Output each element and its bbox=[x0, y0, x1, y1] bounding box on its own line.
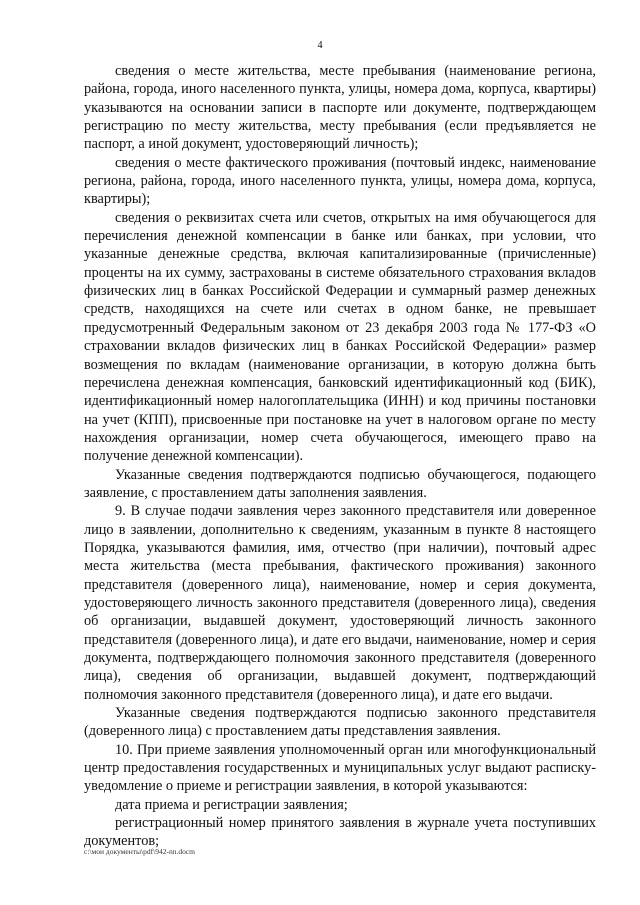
paragraph-clause-10: 10. При приеме заявления уполномоченный орган или многофункциональный центр предоставления государственных и муниципальных услуг выдают расписку-уведомление о приеме и регистрации заявления, в которой указываются: bbox=[84, 741, 596, 795]
paragraph-registration-number: регистрационный номер принятого заявления в журнале учета поступивших документов; bbox=[84, 815, 596, 850]
page-number: 4 bbox=[317, 40, 323, 51]
paragraph-bank-account-details: сведения о реквизитах счета или счетов, открытых на имя обучающегося для перечисления денежной компенсации в банке или банках, при условии, что указанные денежные средства, включая капитализированные (причисленные) проценты на их сумму, застрахованы в системе обязательного страхования вкладов физических лиц в банках Российской Федерации и суммарный размер денежных средств, находящихся на счете или счетах в одном банке, не превышает предусмотренный Федеральным законом от 23 декабря 2003 года № 177-ФЗ «О страховании вкладов физических лиц в банках Российской Федерации» размер возмещения по вкладам (наименование организации, в которую должна быть перечислена денежная компенсация, банковский идентификационный код (БИК), идентификационный номер налогоплательщика (ИНН) и код причины постановки на учет (КПП), присвоенные при постановке на учет в налоговом органе по месту нахождения организации, номер счета обучающегося, имеющего право на получение денежной компенсации). bbox=[84, 209, 596, 465]
paragraph-residence-info: сведения о месте жительства, месте пребывания (наименование региона, района, города, иного населенного пункта, улицы, номера дома, корпуса, квартиры) указываются на основании записи в паспорте или документе, подтверждающем регистрацию по месту жительства, месту пребывания (если предъявляется не паспорт, а иной документ, удостоверяющий личность); bbox=[84, 63, 596, 153]
paragraph-student-signature: Указанные сведения подтверждаются подписью обучающегося, подающего заявление, с проставлением даты заполнения заявления. bbox=[84, 466, 596, 501]
document-body bbox=[84, 62, 596, 851]
paragraph-receipt-date: дата приема и регистрации заявления; bbox=[115, 796, 348, 813]
paragraph-clause-9: 9. В случае подачи заявления через законного представителя или доверенное лицо в заявлении, дополнительно к сведениям, указанным в пункте 8 настоящего Порядка, указываются фамилия, имя, отчество (при наличии), почтовый адрес места жительства (места пребывания, фактического проживания) законного представителя (доверенного лица), наименование, номер и серия документа, удостоверяющего личность законного представителя (доверенного лица), сведения об организации, выдавшей документ, удостоверяющий личность законного представителя (доверенного лица), и дате его выдачи, наименование, номер и серия документа, подтверждающего полномочия законного представителя (доверенного лица), сведения об организации, выдавшей документ, подтверждающий полномочия законного представителя (доверенного лица), и дате его выдачи. bbox=[84, 503, 596, 703]
paragraph-actual-residence: сведения о месте фактического проживания (почтовый индекс, наименование региона, района, города, иного населенного пункта, улицы, номера дома, корпуса, квартиры); bbox=[84, 154, 596, 208]
footer-file-path: c:\мои документы\pdf\942-nn.docm bbox=[84, 847, 195, 856]
paragraph-representative-signature: Указанные сведения подтверждаются подписью законного представителя (доверенного лица) с проставлением даты представления заявления. bbox=[84, 705, 596, 740]
